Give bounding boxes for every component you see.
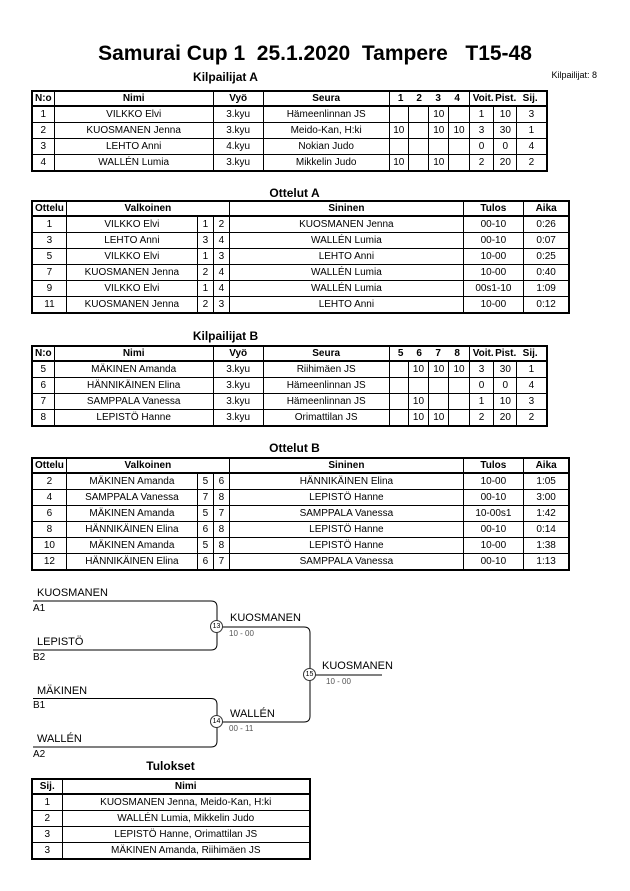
- col-header-club: Seura: [263, 346, 389, 361]
- result-cell: 00-10: [463, 233, 523, 249]
- result-cell: 00-10: [463, 490, 523, 506]
- competitor-number: 4: [32, 155, 54, 172]
- white-seed: 7: [197, 490, 213, 506]
- result-name: MÄKINEN Amanda, Riihimäen JS: [62, 843, 310, 860]
- place-cell: 4: [517, 139, 547, 155]
- points-cell: 0: [494, 378, 517, 394]
- blue-seed: 4: [213, 265, 229, 281]
- result-name: WALLÉN Lumia, Mikkelin Judo: [62, 811, 310, 827]
- white-name: LEHTO Anni: [66, 233, 197, 249]
- blue-name: WALLÉN Lumia: [229, 265, 463, 281]
- col-header-white: Valkoinen: [66, 201, 229, 216]
- competitor-belt: 3.kyu: [213, 155, 263, 172]
- page-title: Samurai Cup 1 25.1.2020 Tampere T15-48: [98, 42, 532, 65]
- competitor-belt: 4.kyu: [213, 139, 263, 155]
- match-number: 5: [32, 249, 66, 265]
- table-header-row: [32, 458, 569, 473]
- competitor-club: Hämeenlinnan JS: [263, 378, 389, 394]
- white-seed: 5: [197, 538, 213, 554]
- white-seed: 6: [197, 522, 213, 538]
- blue-name: HÄNNIKÄINEN Elina: [229, 473, 463, 490]
- time-cell: 3:00: [523, 490, 569, 506]
- blue-seed: 6: [213, 473, 229, 490]
- grid-cell: [389, 394, 408, 410]
- grid-cell: 10: [389, 155, 408, 172]
- match-15-circle: 15: [303, 668, 316, 681]
- result-cell: 10-00: [463, 265, 523, 281]
- competitor-name: SAMPPALA Vanessa: [54, 394, 213, 410]
- time-cell: 0:25: [523, 249, 569, 265]
- grid-cell: [449, 106, 469, 123]
- blue-name: KUOSMANEN Jenna: [229, 216, 463, 233]
- competitor-belt: 3.kyu: [213, 123, 263, 139]
- bracket-entrant-name: MÄKINEN: [37, 685, 88, 697]
- time-cell: 0:07: [523, 233, 569, 249]
- col-header-standings: Voit.Pist. Sij.: [469, 91, 547, 106]
- col-header-time: Aika: [523, 458, 569, 473]
- white-name: MÄKINEN Amanda: [66, 538, 197, 554]
- wins-cell: 0: [469, 139, 494, 155]
- table-row: [32, 123, 547, 139]
- time-cell: 0:40: [523, 265, 569, 281]
- place-cell: 2: [517, 410, 547, 427]
- match-number: 8: [32, 522, 66, 538]
- final-score: 10 - 00: [326, 677, 351, 686]
- wins-cell: 1: [469, 394, 494, 410]
- competitor-club: Meido-Kan, H:ki: [263, 123, 389, 139]
- time-cell: 1:13: [523, 554, 569, 571]
- result-place: 1: [32, 794, 62, 811]
- grid-cell: [429, 394, 449, 410]
- time-cell: 1:38: [523, 538, 569, 554]
- place-cell: 2: [517, 155, 547, 172]
- white-name: MÄKINEN Amanda: [66, 506, 197, 522]
- table-row: [32, 794, 310, 811]
- col-header-white: Valkoinen: [66, 458, 229, 473]
- white-seed: 1: [197, 249, 213, 265]
- wins-cell: 3: [469, 123, 494, 139]
- col-header-grid: 5 6 7 8: [389, 346, 469, 361]
- table-row: [32, 490, 569, 506]
- grid-cell: [389, 361, 408, 378]
- table-row: [32, 139, 547, 155]
- grid-cell: 10: [389, 123, 408, 139]
- white-seed: 2: [197, 265, 213, 281]
- semifinal-1-score: 10 - 00: [229, 629, 254, 638]
- grid-cell: [408, 378, 428, 394]
- grid-cell: 10: [429, 155, 449, 172]
- col-header-time: Aika: [523, 201, 569, 216]
- table-row: [32, 378, 547, 394]
- blue-name: WALLÉN Lumia: [229, 281, 463, 297]
- competitor-club: Mikkelin Judo: [263, 155, 389, 172]
- competitor-name: WALLÉN Lumia: [54, 155, 213, 172]
- white-name: VILKKO Elvi: [66, 249, 197, 265]
- competitor-name: HÄNNIKÄINEN Elina: [54, 378, 213, 394]
- match-number: 2: [32, 473, 66, 490]
- white-seed: 1: [197, 216, 213, 233]
- table-row: [32, 265, 569, 281]
- competitor-belt: 3.kyu: [213, 394, 263, 410]
- col-header-name: Nimi: [54, 91, 213, 106]
- result-place: 2: [32, 811, 62, 827]
- grid-cell: 10: [408, 410, 428, 427]
- grid-cell: [408, 139, 428, 155]
- blue-name: WALLÉN Lumia: [229, 233, 463, 249]
- match-number: 3: [32, 233, 66, 249]
- match-number: 9: [32, 281, 66, 297]
- col-header-no: N:o: [32, 346, 54, 361]
- semifinal-2-winner: WALLÉN: [230, 708, 275, 720]
- white-seed: 5: [197, 473, 213, 490]
- place-cell: 1: [517, 123, 547, 139]
- wins-cell: 2: [469, 410, 494, 427]
- points-cell: 10: [494, 106, 517, 123]
- match-14-circle: 14: [210, 715, 223, 728]
- competitor-number: 1: [32, 106, 54, 123]
- grid-cell: 10: [429, 361, 449, 378]
- competitor-number: 3: [32, 139, 54, 155]
- col-header-place: Sij.: [32, 779, 62, 794]
- grid-cell: [449, 155, 469, 172]
- time-cell: 1:09: [523, 281, 569, 297]
- col-header-blue: Sininen: [229, 458, 463, 473]
- time-cell: 0:26: [523, 216, 569, 233]
- result-cell: 10-00: [463, 538, 523, 554]
- competitor-number: 6: [32, 378, 54, 394]
- col-header-name: Nimi: [54, 346, 213, 361]
- match-number: 11: [32, 297, 66, 314]
- result-cell: 00s1-10: [463, 281, 523, 297]
- match-13-circle: 13: [210, 620, 223, 633]
- grid-cell: [449, 410, 469, 427]
- result-cell: 10-00: [463, 249, 523, 265]
- table-row: [32, 233, 569, 249]
- points-cell: 20: [494, 410, 517, 427]
- match-number: 12: [32, 554, 66, 571]
- blue-seed: 8: [213, 490, 229, 506]
- bracket-entrant-name: LEPISTÖ: [37, 636, 84, 648]
- competitors-count-label: Kilpailijat: 8: [551, 70, 597, 80]
- col-header-standings: Voit.Pist. Sij.: [469, 346, 547, 361]
- competitor-name: LEHTO Anni: [54, 139, 213, 155]
- table-header-row: [32, 201, 569, 216]
- table-row: [32, 216, 569, 233]
- matches-b-title: Ottelut B: [269, 441, 320, 455]
- blue-name: LEPISTÖ Hanne: [229, 490, 463, 506]
- competitor-number: 2: [32, 123, 54, 139]
- col-header-result: Tulos: [463, 201, 523, 216]
- blue-name: LEPISTÖ Hanne: [229, 522, 463, 538]
- wins-cell: 1: [469, 106, 494, 123]
- bracket-lines: [0, 580, 630, 780]
- table-row: [32, 473, 569, 490]
- grid-cell: [429, 378, 449, 394]
- wins-cell: 0: [469, 378, 494, 394]
- grid-cell: [389, 106, 408, 123]
- pool-b-title: Kilpailijat B: [192, 329, 259, 343]
- matches-b-table: [31, 457, 570, 571]
- competitor-belt: 3.kyu: [213, 361, 263, 378]
- blue-name: LEHTO Anni: [229, 297, 463, 314]
- points-cell: 10: [494, 394, 517, 410]
- white-seed: 2: [197, 297, 213, 314]
- col-header-club: Seura: [263, 91, 389, 106]
- match-number: 1: [32, 216, 66, 233]
- col-header-match: Ottelu: [32, 458, 66, 473]
- pool-b-table: [31, 345, 548, 427]
- pool-a-title: Kilpailijat A: [193, 70, 258, 84]
- table-row: [32, 394, 547, 410]
- results-title: Tulokset: [146, 759, 195, 773]
- col-header-grid: 1 2 3 4: [389, 91, 469, 106]
- grid-cell: [449, 394, 469, 410]
- time-cell: 1:05: [523, 473, 569, 490]
- bracket-entrant-name: WALLÉN: [37, 733, 82, 745]
- white-name: SAMPPALA Vanessa: [66, 490, 197, 506]
- table-header-row: [32, 91, 547, 106]
- col-header-belt: Vyö: [213, 346, 263, 361]
- results-table: [31, 778, 311, 860]
- white-name: HÄNNIKÄINEN Elina: [66, 554, 197, 571]
- grid-cell: 10: [408, 394, 428, 410]
- match-number: 10: [32, 538, 66, 554]
- white-seed: 5: [197, 506, 213, 522]
- bracket-entrant-name: KUOSMANEN: [37, 587, 108, 599]
- competitor-club: Riihimäen JS: [263, 361, 389, 378]
- grid-cell: [408, 155, 428, 172]
- result-cell: 10-00: [463, 297, 523, 314]
- col-header-belt: Vyö: [213, 91, 263, 106]
- grid-cell: [389, 139, 408, 155]
- match-number: 6: [32, 506, 66, 522]
- matches-a-title: Ottelut A: [269, 186, 320, 200]
- blue-seed: 3: [213, 249, 229, 265]
- points-cell: 30: [494, 123, 517, 139]
- white-seed: 6: [197, 554, 213, 571]
- blue-seed: 3: [213, 297, 229, 314]
- grid-cell: [389, 378, 408, 394]
- table-row: [32, 297, 569, 314]
- blue-name: LEPISTÖ Hanne: [229, 538, 463, 554]
- white-seed: 3: [197, 233, 213, 249]
- table-row: [32, 827, 310, 843]
- competitor-belt: 3.kyu: [213, 410, 263, 427]
- competitor-club: Nokian Judo: [263, 139, 389, 155]
- wins-cell: 3: [469, 361, 494, 378]
- grid-cell: 10: [449, 123, 469, 139]
- table-row: [32, 811, 310, 827]
- col-header-blue: Sininen: [229, 201, 463, 216]
- competitor-belt: 3.kyu: [213, 106, 263, 123]
- bracket-entrant-seed: B1: [33, 700, 46, 711]
- semifinal-2-score: 00 - 11: [229, 724, 254, 733]
- match-number: 7: [32, 265, 66, 281]
- time-cell: 1:42: [523, 506, 569, 522]
- blue-seed: 8: [213, 538, 229, 554]
- result-place: 3: [32, 843, 62, 860]
- blue-name: SAMPPALA Vanessa: [229, 554, 463, 571]
- grid-cell: 10: [429, 106, 449, 123]
- bracket-entrant-seed: A1: [33, 603, 46, 614]
- table-header-row: [32, 346, 547, 361]
- blue-name: SAMPPALA Vanessa: [229, 506, 463, 522]
- white-name: VILKKO Elvi: [66, 281, 197, 297]
- result-cell: 10-00s1: [463, 506, 523, 522]
- blue-seed: 2: [213, 216, 229, 233]
- competitor-name: KUOSMANEN Jenna: [54, 123, 213, 139]
- place-cell: 3: [517, 106, 547, 123]
- result-name: LEPISTÖ Hanne, Orimattilan JS: [62, 827, 310, 843]
- col-header-no: N:o: [32, 91, 54, 106]
- blue-seed: 4: [213, 233, 229, 249]
- points-cell: 20: [494, 155, 517, 172]
- col-header-result: Tulos: [463, 458, 523, 473]
- grid-cell: [449, 139, 469, 155]
- blue-seed: 4: [213, 281, 229, 297]
- table-row: [32, 281, 569, 297]
- result-place: 3: [32, 827, 62, 843]
- competitor-club: Hämeenlinnan JS: [263, 106, 389, 123]
- white-seed: 1: [197, 281, 213, 297]
- semifinal-1-winner: KUOSMANEN: [230, 612, 301, 624]
- table-row: [32, 106, 547, 123]
- white-name: VILKKO Elvi: [66, 216, 197, 233]
- white-name: MÄKINEN Amanda: [66, 473, 197, 490]
- match-number: 4: [32, 490, 66, 506]
- grid-cell: [429, 139, 449, 155]
- table-row: [32, 538, 569, 554]
- competitor-club: Orimattilan JS: [263, 410, 389, 427]
- competitor-name: MÄKINEN Amanda: [54, 361, 213, 378]
- blue-seed: 7: [213, 506, 229, 522]
- pool-a-table: [31, 90, 548, 172]
- competitor-belt: 3.kyu: [213, 378, 263, 394]
- result-cell: 00-10: [463, 522, 523, 538]
- competitor-club: Hämeenlinnan JS: [263, 394, 389, 410]
- white-name: KUOSMANEN Jenna: [66, 265, 197, 281]
- grid-cell: 10: [429, 123, 449, 139]
- competitor-name: VILKKO Elvi: [54, 106, 213, 123]
- table-row: [32, 410, 547, 427]
- result-cell: 00-10: [463, 554, 523, 571]
- wins-cell: 2: [469, 155, 494, 172]
- points-cell: 30: [494, 361, 517, 378]
- blue-seed: 7: [213, 554, 229, 571]
- table-row: [32, 506, 569, 522]
- grid-cell: [449, 378, 469, 394]
- white-name: KUOSMANEN Jenna: [66, 297, 197, 314]
- blue-name: LEHTO Anni: [229, 249, 463, 265]
- matches-a-table: [31, 200, 570, 314]
- table-row: [32, 843, 310, 860]
- bracket-entrant-seed: A2: [33, 749, 46, 760]
- col-header-match: Ottelu: [32, 201, 66, 216]
- result-cell: 10-00: [463, 473, 523, 490]
- table-row: [32, 522, 569, 538]
- result-name: KUOSMANEN Jenna, Meido-Kan, H:ki: [62, 794, 310, 811]
- white-name: HÄNNIKÄINEN Elina: [66, 522, 197, 538]
- grid-cell: [408, 123, 428, 139]
- grid-cell: 10: [449, 361, 469, 378]
- time-cell: 0:12: [523, 297, 569, 314]
- bracket-entrant-seed: B2: [33, 652, 46, 663]
- table-row: [32, 155, 547, 172]
- table-header-row: [32, 779, 310, 794]
- grid-cell: 10: [429, 410, 449, 427]
- competitor-number: 7: [32, 394, 54, 410]
- place-cell: 4: [517, 378, 547, 394]
- time-cell: 0:14: [523, 522, 569, 538]
- table-row: [32, 554, 569, 571]
- grid-cell: [389, 410, 408, 427]
- points-cell: 0: [494, 139, 517, 155]
- competitor-number: 5: [32, 361, 54, 378]
- col-header-name: Nimi: [62, 779, 310, 794]
- grid-cell: 10: [408, 361, 428, 378]
- result-cell: 00-10: [463, 216, 523, 233]
- final-winner: KUOSMANEN: [322, 660, 393, 672]
- grid-cell: [408, 106, 428, 123]
- blue-seed: 8: [213, 522, 229, 538]
- competitor-name: LEPISTÖ Hanne: [54, 410, 213, 427]
- competitor-number: 8: [32, 410, 54, 427]
- table-row: [32, 249, 569, 265]
- table-row: [32, 361, 547, 378]
- place-cell: 3: [517, 394, 547, 410]
- place-cell: 1: [517, 361, 547, 378]
